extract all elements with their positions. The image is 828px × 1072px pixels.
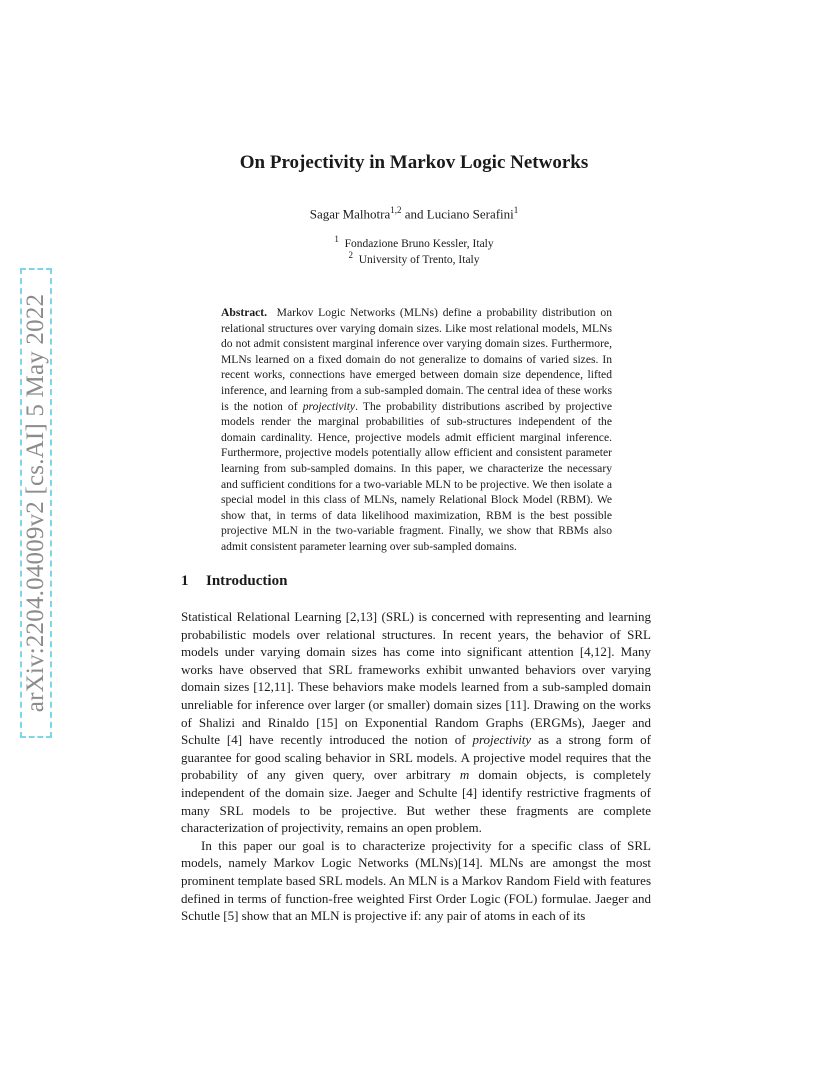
- abstract-label: Abstract.: [221, 306, 268, 319]
- author-affiliation-mark: 1: [513, 205, 519, 215]
- paragraph: In this paper our goal is to characterize projectivity for a specific class of SRL models, namely Markov Logic Networks (MLNs)[14]. MLNs are amongst the most prominent template based SRL models. An MLN is a Markov Random Field with features defined in terms of function-free weighted First Order Logic (FOL) formulae. Jaeger and Schutle [5] show that an MLN is projective if: any pair of atoms in each of its: [181, 837, 651, 924]
- arxiv-stamp: [20, 268, 52, 738]
- author-line: [0, 205, 828, 222]
- arxiv-identifier: arXiv:2204.04009v2 [cs.AI] 5 May 2022: [22, 293, 49, 713]
- paragraph-text: Statistical Relational Learning [2,13] (SRL) is concerned with representing and learning probabilistic models over relational structures. In recent years, the behavior of SRL models under varying domain sizes has come into significant attention [4,12]. Many works have observed that SRL frameworks exhibit unwanted behaviors over varying domain sizes [12,11]. These behaviors make models learned from a sub-sampled domain unreliable for inference over larger (or smaller) domain sizes [11]. Drawing on the works of Shalizi and Rinaldo [15] on Exponential Random Graphs (ERGMs), Jaeger and Schulte [4] have recently introduced the notion of: [181, 609, 651, 748]
- introduction-body: [181, 608, 651, 925]
- author-affiliation-mark: 1,2: [390, 205, 402, 215]
- math-variable: m: [459, 767, 470, 783]
- abstract-text: . The probability distributions ascribed by projective models render the marginal probabilities of sub-structures independent of the domain cardinality. Hence, projective models admit efficient marginal inference. Furthermore, projective models potentially allow efficient and consistent parameter learning from sub-sampled domains. In this paper, we characterize the necessary and sufficient conditions for a two-variable MLN to be projective. We then isolate a special model in this class of MLNs, namely Relational Block Model (RBM). We show that, in terms of data likelihood maximization, RBM is the best possible projective MLN in the two-variable fragment. Finally, we show that RBMs also admit consistent parameter learning over sub-sampled domains.: [221, 399, 612, 553]
- paragraph-text: domain objects, is completely independent of the domain size. Jaeger and Schulte [4] identify restrictive fragments of many SRL models to be projective. But wether these fragments are complete characterization of projectivity, remains an open problem.: [181, 767, 652, 836]
- paragraph-text: as a strong form of guarantee for good scaling behavior in SRL models. A projective model requires that the probability of any given query, over arbitrary: [181, 732, 651, 783]
- affiliation-mark: 2: [348, 250, 353, 260]
- abstract-text: Markov Logic Networks (MLNs) define a probability distribution on relational structures over varying domain sizes. Like most relational models, MLNs do not admit consistent marginal inference over varying domain sizes. Furthermore, MLNs learned on a fixed domain do not generalize to domains of varied sizes. In recent works, connections have emerged between domain size dependence, lifted inference, and learning from a sub-sampled domain. The central idea of these works is the notion of: [221, 306, 613, 413]
- section-number: 1: [181, 573, 189, 589]
- paper-title: On Projectivity in Markov Logic Networks: [239, 152, 589, 173]
- author-name: Luciano Serafini: [426, 206, 514, 222]
- abstract: [221, 305, 612, 555]
- section-heading: [181, 573, 287, 590]
- affiliation-mark: 1: [334, 234, 339, 244]
- author-connector: and: [401, 206, 427, 222]
- abstract-emphasis: projectivity: [302, 399, 356, 413]
- affiliation: [0, 250, 828, 266]
- section-title: Introduction: [206, 573, 288, 589]
- paragraph: [181, 608, 651, 837]
- affiliation-name: University of Trento, Italy: [358, 253, 480, 266]
- author-name: Sagar Malhotra: [309, 206, 391, 222]
- paragraph-emphasis: projectivity: [472, 732, 532, 748]
- affiliation-name: Fondazione Bruno Kessler, Italy: [344, 237, 494, 250]
- affiliation: [0, 234, 828, 250]
